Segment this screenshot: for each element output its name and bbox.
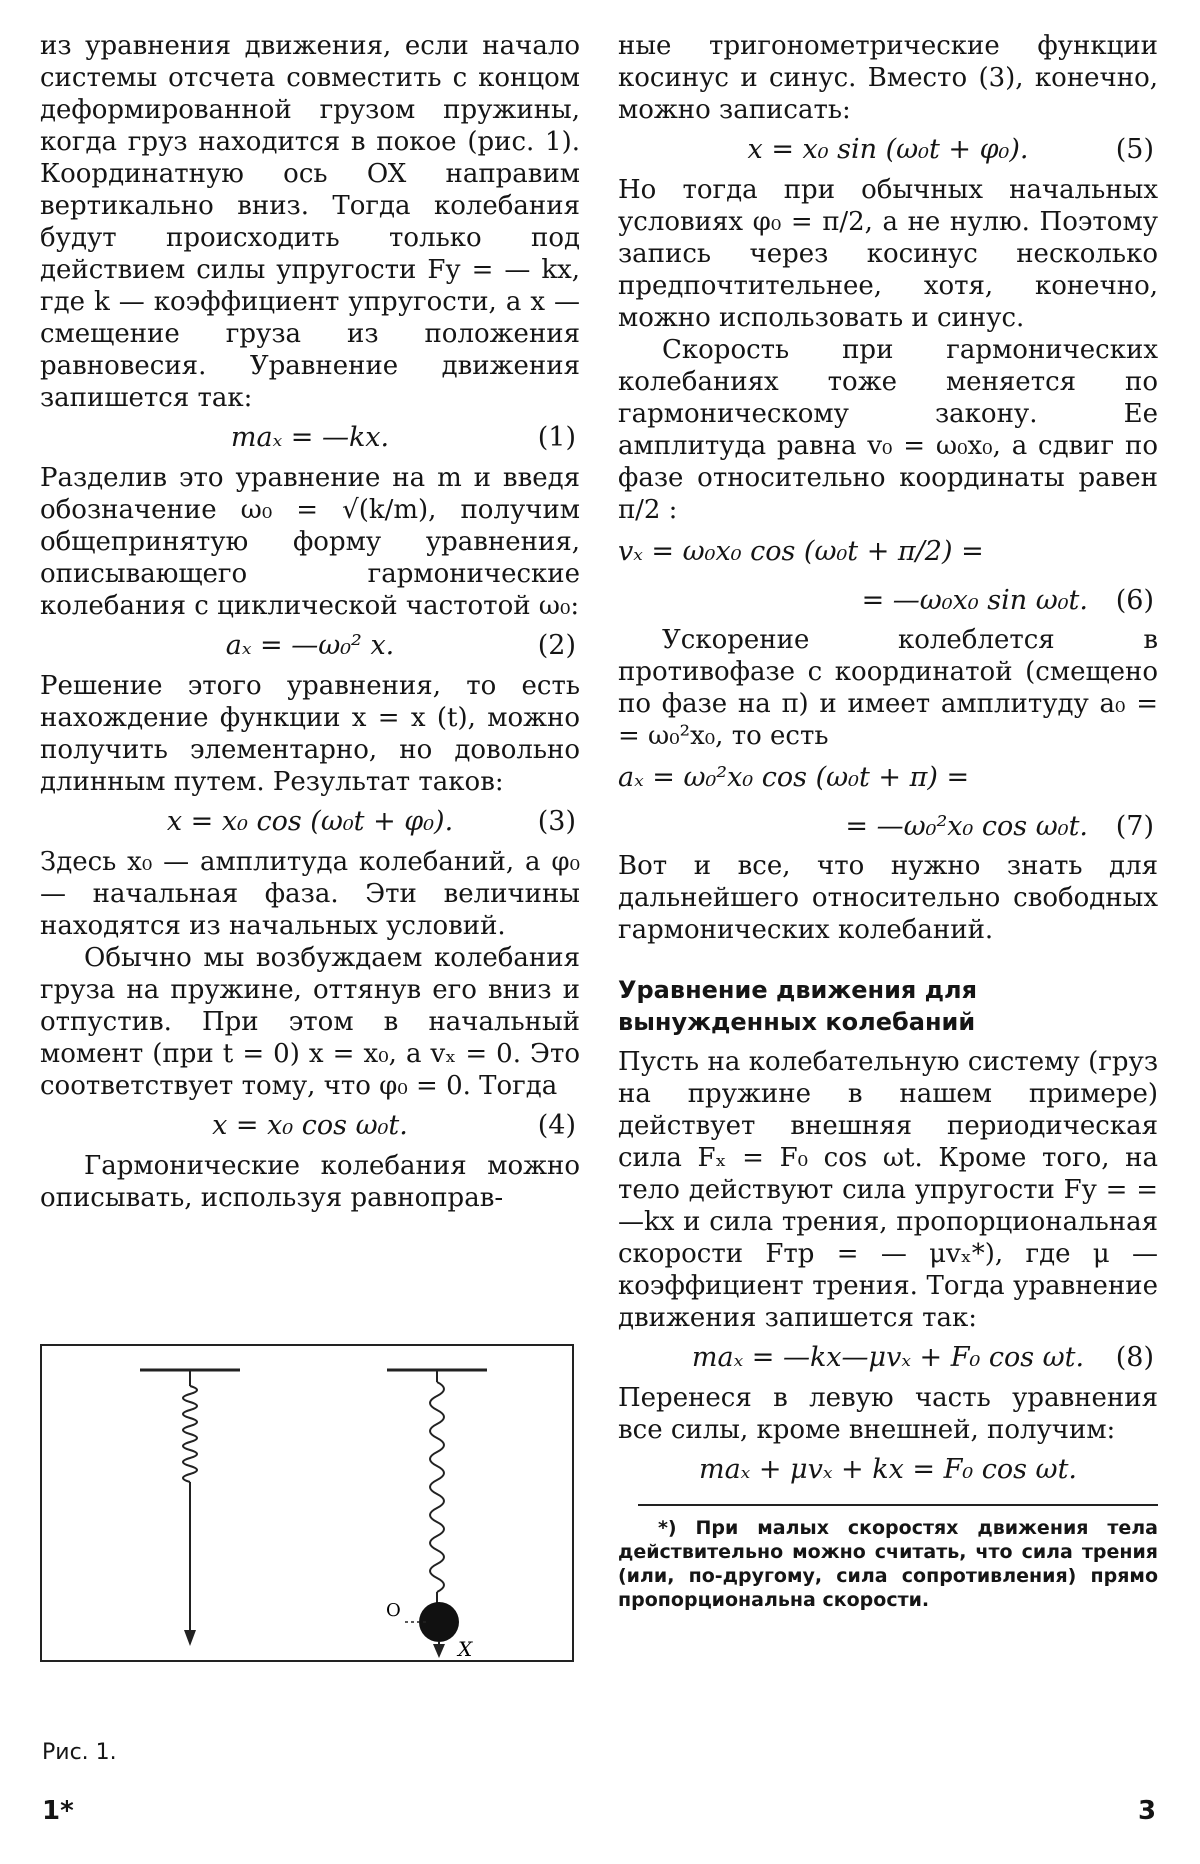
equation-7 xyxy=(618,752,1158,850)
paragraph-harmonic: Гармонические колебания можно описывать, используя равноправ- xyxy=(40,1151,580,1213)
equation-2-body: aₓ = —ω₀² x. xyxy=(225,630,395,661)
paragraph-trig: ные тригонометрические функции косинус и синус. Вместо (3), конечно, можно записать: xyxy=(618,31,1158,125)
spring-unloaded xyxy=(183,1370,197,1482)
axis-arrow-left xyxy=(184,1630,196,1646)
equation-1-number: (1) xyxy=(537,422,576,453)
equation-2 xyxy=(40,622,580,670)
equation-5 xyxy=(618,126,1158,174)
spring-loaded xyxy=(430,1370,444,1604)
equation-7-line-2: = —ω₀²x₀ cos ω₀t. xyxy=(845,811,1088,842)
heading-gap xyxy=(618,1038,1158,1046)
equation-7-number: (7) xyxy=(1115,811,1154,842)
page-number: 3 xyxy=(1138,1796,1157,1826)
equation-3 xyxy=(40,798,580,846)
paragraph-excitation: Обычно мы возбуждаем колебания груза на пружине, оттянув его вниз и отпустив. При этом в начальный момент (при t = 0) x = x₀, а vₓ = 0. Это соответствует тому, что φ₀ = 0. Тогда xyxy=(40,943,580,1101)
paragraph-acceleration: Ускорение колеблется в противофазе с координатой (смещено по фазе на π) и имеет амплитуду a₀ = = ω₀²x₀, то есть xyxy=(618,625,1158,751)
left-column xyxy=(40,30,580,1214)
section-gap xyxy=(618,946,1158,974)
equation-8-number: (8) xyxy=(1115,1342,1154,1373)
equation-6 xyxy=(618,526,1158,624)
paragraph-intro: из уравнения движения, если начало системы отсчета совместить с концом деформированной грузом пружины, когда груз находится в покое (рис. 1). Координатную ось OX направим вертикально вниз. Тогда колебания будут происходить только под действием силы упругости Fу = — kx, где k — коэффициент упругости, а x — смещение груза из положения равновесия. Уравнение движения запишется так: xyxy=(40,31,580,413)
equation-4-number: (4) xyxy=(537,1110,576,1141)
equation-3-number: (3) xyxy=(537,806,576,837)
equation-6-number: (6) xyxy=(1115,585,1154,616)
paragraph-solution: Решение этого уравнения, то есть нахождение функции x = x (t), можно получить элементарно, но довольно длинным путем. Результат таков: xyxy=(40,671,580,797)
spring-diagram xyxy=(42,1346,572,1660)
equation-5-number: (5) xyxy=(1115,134,1154,165)
equation-7-line-1: aₓ = ω₀²x₀ cos (ω₀t + π) = xyxy=(618,762,970,793)
paragraph-omega: Разделив это уравнение на m и введя обозначение ω₀ = √(k/m), получим общепринятую форму уравнения, описывающего гармонические колебания с циклической частотой ω₀: xyxy=(40,463,580,621)
paragraph-summary: Вот и все, что нужно знать для дальнейшего относительно свободных гармонических колебаний. xyxy=(618,851,1158,945)
axis-label: X xyxy=(458,1637,473,1660)
footnote: *) При малых скоростях движения тела действительно можно считать, что сила трения (или, по-другому, сила сопротивления) прямо пропорциональна скорости. xyxy=(618,1517,1158,1611)
paragraph-amplitude: Здесь x₀ — амплитуда колебаний, а φ₀ — начальная фаза. Эти величины находятся из начальных условий. xyxy=(40,847,580,941)
equation-4-body: x = x₀ cos ω₀t. xyxy=(212,1110,408,1141)
equation-4 xyxy=(40,1102,580,1150)
figure-spring xyxy=(40,1344,574,1662)
equation-8 xyxy=(618,1334,1158,1382)
paragraph-forced: Пусть на колебательную систему (груз на пружине в нашем примере) действует внешняя периодическая сила Fₓ = F₀ cos ωt. Кроме того, на тело действуют сила упругости Fу = = —kx и сила трения, пропорциональная скорости Fтр = — μvₓ*), где μ — коэффициент трения. Тогда уравнение движения запишется так: xyxy=(618,1047,1158,1333)
paragraph-velocity: Скорость при гармонических колебаниях тоже меняется по гармоническому закону. Ее амплитуда равна v₀ = ω₀x₀, а сдвиг по фазе относительно координаты равен π/2 : xyxy=(618,335,1158,525)
equation-1-body: maₓ = —kx. xyxy=(230,422,390,453)
section-heading: Уравнение движения для вынужденных колебаний xyxy=(618,976,978,1036)
equation-9-body: maₓ + μvₓ + kx = F₀ cos ωt. xyxy=(698,1454,1078,1485)
equation-1 xyxy=(40,414,580,462)
paragraph-rearrange: Перенеся в левую часть уравнения все силы, кроме внешней, получим: xyxy=(618,1383,1158,1445)
paragraph-initial-conditions: Но тогда при обычных начальных условиях φ₀ = π/2, а не нулю. Поэтому запись через косинус несколько предпочтительнее, хотя, конечно, можно использовать и синус. xyxy=(618,175,1158,333)
equation-5-body: x = x₀ sin (ω₀t + φ₀). xyxy=(747,134,1029,165)
equation-3-body: x = x₀ cos (ω₀t + φ₀). xyxy=(166,806,454,837)
equation-6-line-2: = —ω₀x₀ sin ω₀t. xyxy=(861,585,1088,616)
equation-6-line-1: vₓ = ω₀x₀ cos (ω₀t + π/2) = xyxy=(618,536,984,567)
equation-8-body: maₓ = —kx—μvₓ + F₀ cos ωt. xyxy=(691,1342,1085,1373)
signature-mark: 1* xyxy=(42,1796,74,1826)
figure-caption: Рис. 1. xyxy=(42,1740,117,1765)
axis-arrow-right xyxy=(433,1644,445,1658)
right-column xyxy=(618,30,1158,1612)
origin-label: O xyxy=(386,1600,401,1621)
equation-9 xyxy=(618,1446,1158,1494)
footnote-rule xyxy=(638,1504,1158,1506)
equation-2-number: (2) xyxy=(537,630,576,661)
